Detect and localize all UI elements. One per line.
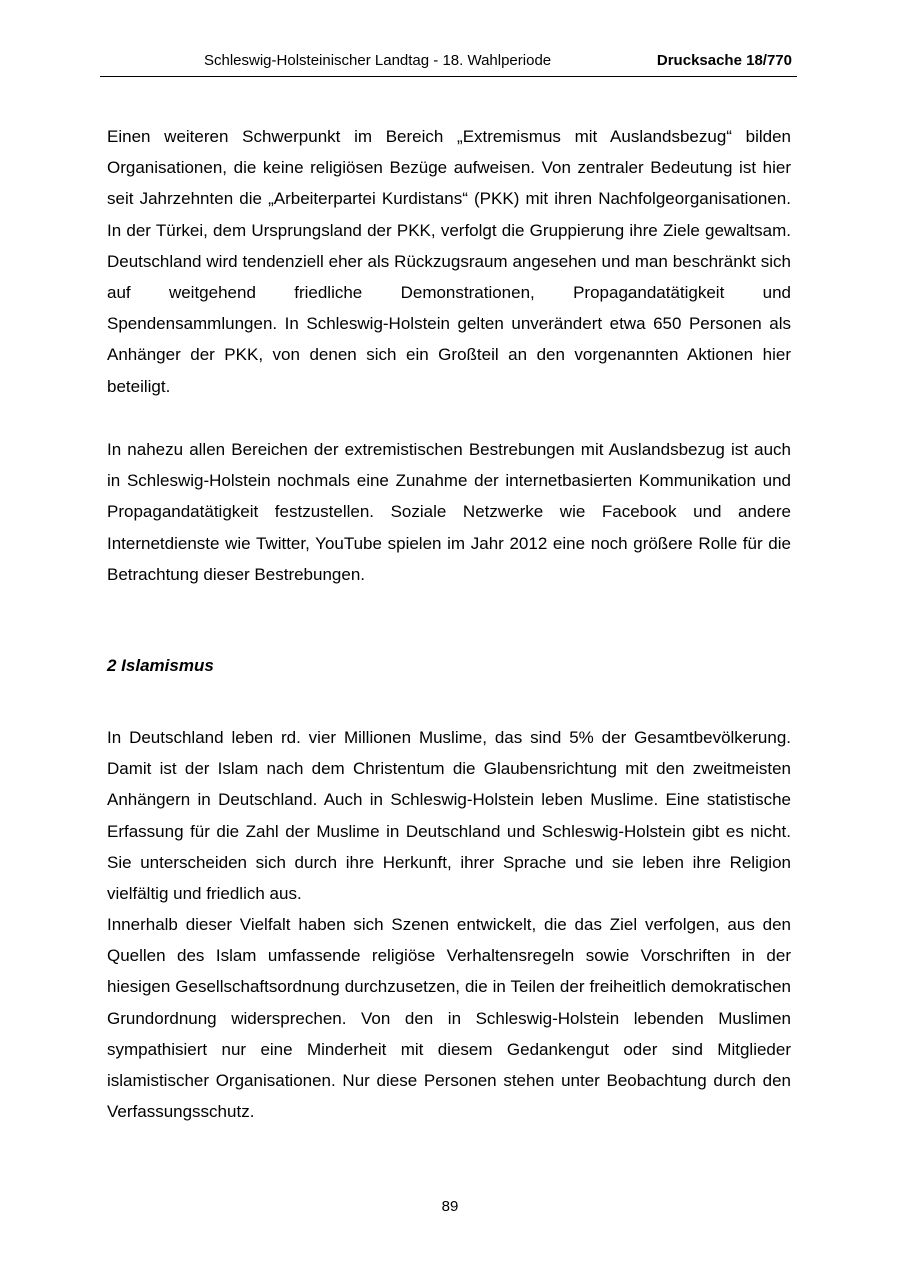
paragraph-muslims-germany: In Deutschland leben rd. vier Millionen Muslime, das sind 5% der Gesamtbevölkerung. Damit ist der Islam nach dem Christentum die Glaubensrichtung mit den zweitmeisten Anhängern in Deutschland. Auch in Schleswig-Holstein leben Muslime. Eine statistische Erfassung für die Zahl der Muslime in Deutschland und Schleswig-Holstein gibt es nicht. Sie unterscheiden sich durch ihre Herkunft, ihrer Sprache und sie leben ihre Religion vielfältig und friedlich aus. [107,728,791,904]
document-number: Drucksache 18/770 [656,52,792,69]
page-number: 89 [441,1198,459,1215]
header-title: Schleswig-Holsteinischer Landtag - 18. Wahlperiode [204,52,552,69]
paragraph-internet: In nahezu allen Bereichen der extremistischen Bestrebungen mit Auslandsbezug ist auch in Schleswig-Holstein nochmals eine Zunahme der internetbasierten Kommunikation und Propagandatätigkeit festzustellen. Soziale Netzwerke wie Facebook und andere Internetdienste wie Twitter, YouTube spielen im Jahr 2012 eine noch größere Rolle für die Betrachtung dieser Bestrebungen. [107,440,791,584]
paragraph-islamist-scenes: Innerhalb dieser Vielfalt haben sich Szenen entwickelt, die das Ziel verfolgen, aus den Quellen des Islam umfassende religiöse Verhaltensregeln sowie Vorschriften in der hiesigen Gesellschaftsordnung durchzusetzen, die in Teilen der freiheitlich demokratischen Grundordnung widersprechen. Von den in Schleswig-Holstein lebenden Muslimen sympathisiert nur eine Minderheit mit diesem Gedankengut oder sind Mitglieder islamistischer Organisationen. Nur diese Personen stehen unter Beobachtung durch den Verfassungsschutz. [107,915,791,1122]
paragraph-pkk: Einen weiteren Schwerpunkt im Bereich „Extremismus mit Auslandsbezug“ bilden Organisationen, die keine religiösen Bezüge aufweisen. Von zentraler Bedeutung ist hier seit Jahrzehnten die „Arbeiterpartei Kurdistans“ (PKK) mit ihren Nachfolgeorganisationen. In der Türkei, dem Ursprungsland der PKK, verfolgt die Gruppierung ihre Ziele gewaltsam. Deutschland wird tendenziell eher als Rückzugsraum angesehen und man beschränkt sich auf weitgehend friedliche Demonstrationen, Propagandatätigkeit und Spendensammlungen. In Schleswig-Holstein gelten unverändert etwa 650 Personen als Anhänger der PKK, von denen sich ein Großteil an den vorgenannten Aktionen hier beteiligt. [107,127,791,396]
section-heading: 2 Islamismus [107,656,214,675]
page-header [100,52,797,77]
